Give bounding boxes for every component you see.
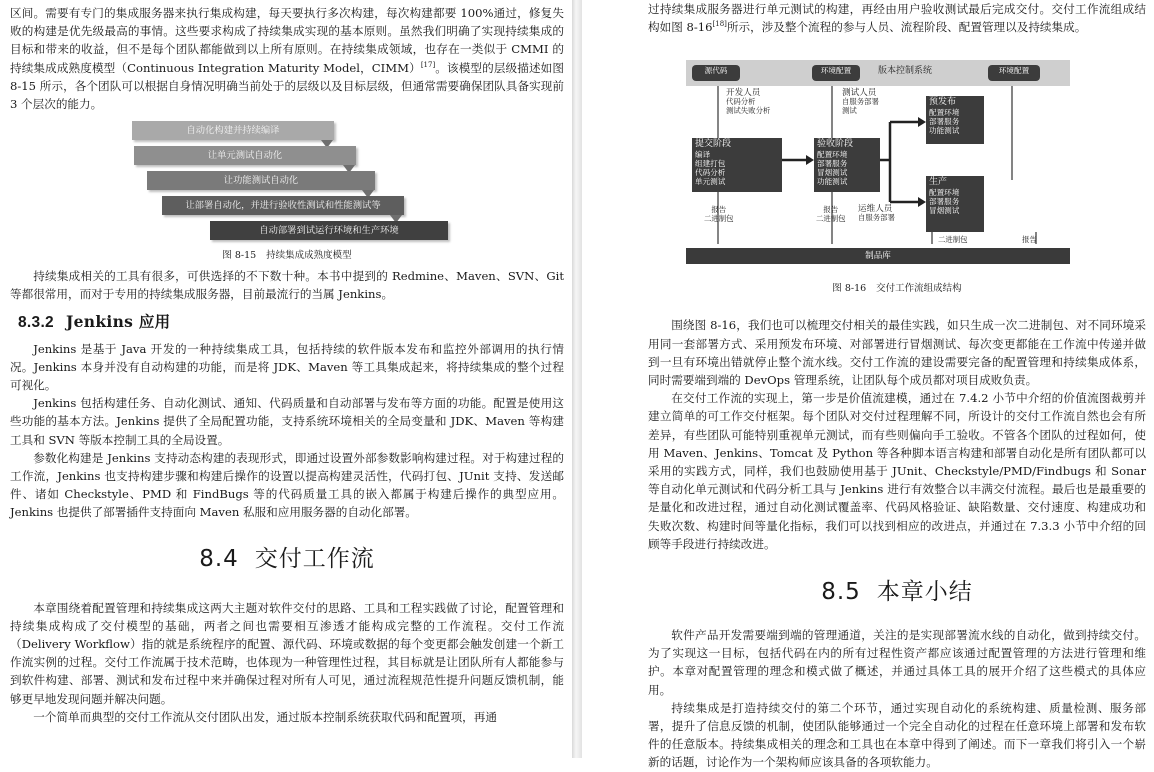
left-page — [0, 0, 572, 758]
commit-stage-box: 提交阶段 编译 组建打包 代码分析 单元测试 — [692, 138, 782, 192]
env-config-box: 环境配置 — [812, 65, 860, 81]
maturity-level-5: 自动部署到试运行环境和生产环境 — [210, 221, 448, 240]
reference-17: [17] — [420, 60, 436, 69]
paragraph-workflow-structure: 过持续集成服务器进行单元测试的构建，再经由用户验收测试最后完成交付。交付工作流组成结构如图 8-16[18]所示，涉及整个流程的参与人员、流程阶段、配置管理以及持续集成。 — [648, 2, 1146, 35]
paragraph-jenkins-intro: Jenkins 是基于 Java 开发的一种持续集成工具，包括持续的软件版本发布和监控外部调用的执行情况。Jenkins 本身并没有自动构建的功能，而是将 JDK、Maven 等工具集成起来，将持续集成的整个过程可视化。 — [10, 341, 564, 393]
tester-role: 测试人员 自服务部署 测试 — [842, 88, 879, 115]
maturity-level-1: 自动化构建并持续编译 — [132, 121, 334, 140]
figure-8-15-caption: 图 8-15 持续集成成熟度模型 — [222, 250, 352, 262]
source-code-box: 源代码 — [692, 65, 740, 81]
prod-stage-box: 生产 配置环境 部署服务 冒烟测试 — [926, 176, 984, 232]
accept-outputs: 报告 二进制包 — [816, 205, 846, 223]
figure-8-15-maturity-model — [10, 121, 564, 245]
developer-role: 开发人员 代码分析 测试失败分析 — [726, 88, 771, 115]
section-8-3-2-heading: 8.3.2 Jenkins 应用 — [18, 311, 171, 331]
env-config-box-2: 环境配置 — [988, 65, 1040, 81]
maturity-level-4: 让部署自动化，并进行验收性测试和性能测试等 — [162, 196, 404, 215]
vcs-label: 版本控制系统 — [878, 66, 933, 77]
paragraph-implementation: 在交付工作流的实现上，第一步是价值流建模，通过在 7.4.2 小节中介绍的价值流图裁剪并建立简单的可工作交付框架。每个团队对交付过程理解不同，所设计的交付工作流自然也会有所差异，有些团队可能特别重视单元测试，而有些则偏向手工验收。不管各个团队的过程如何，使用 Maven、Jenkins、Tomcat 及 Python 等各种脚本语言构建和部署自动化是所有团队都可以采用的实践方式，同样，我们也鼓励使用基于 JUnit、Checkstyle/PMD/Findbugs 和 Sonar 等自动化单元测试和代码分析工具与 Jenkins 进行有效整合以丰满交付流程。最后也是最重要的是量化和改进过程，通过自动化测试覆盖率、代码风格验证、缺陷数量、交付速度、构建成功和失败次数、构建时间等量化指标，我们可以找到相应的改进点，并通过在 7.3.3 小节中介绍的回顾等手段进行持续改进。 — [648, 391, 1146, 551]
page-gutter — [572, 0, 582, 758]
maturity-level-2: 让单元测试自动化 — [134, 146, 356, 165]
accept-stage-box: 验收阶段 配置环境 部署服务 冒烟测试 功能测试 — [814, 138, 880, 192]
reference-18: [18] — [712, 20, 727, 29]
maturity-level-3: 让功能测试自动化 — [147, 171, 375, 190]
paragraph-jenkins-features: Jenkins 包括构建任务、自动化测试、通知、代码质量和自动部署与发布等方面的功能。配置是使用这些功能的基本方法。Jenkins 提供了全局配置功能，支持系统环境相关的全局变量和 JDK、Maven 等构建工具和 SVN 等版本控制工具的全局设置。 — [10, 396, 564, 447]
right-page — [582, 0, 1154, 770]
paragraph-delivery-workflow: 本章围绕着配置管理和持续集成这两大主题对软件交付的思路、工具和工程实践做了讨论，配置管理和持续集成构成了交付模型的基础，两者之间也需要相互渗透才能构成完整的工作流程。交付工作流（Delivery Workflow）指的就是系统程序的配置、源代码、环境或数据的每个变更都会触发创建一个新工作流实例的过程。交付工作流属于技术范畴，也体现为一种管理性过程，其目标就是让团队所有人都能参与到软件构建、部署、测试和发布过程中来并确保过程对所有人可见，通过流程规范性提升问题反馈机制，能够更早地发现问题并解决问题。 — [10, 600, 564, 706]
paragraph-jenkins-params: 参数化构建是 Jenkins 支持动态构建的表现形式，即通过设置外部参数影响构建过程。对于构建过程的工作流，Jenkins 也支持构建步骤和构建后操作的设置以提高构建灵活性，代码打包、JUnit 支持、发送邮件、诸如 Checkstyle、PMD 和 FindBugs 等的代码质量工具的嵌入都属于构建后操作的典型应用。Jenkins 也提供了部署插件支持面向 Maven 私服和应用服务器的自动化部署。 — [10, 450, 564, 520]
paragraph-simple-workflow: 一个简单而典型的交付工作流从交付团队出发，通过版本控制系统获取代码和配置项，再通 — [33, 709, 497, 724]
paragraph-summary-1: 软件产品开发需要端到端的管理通道，关注的是实现部署流水线的自动化，做到持续交付。为了实现这一目标，包括代码在内的所有过程性资产都应该通过配置管理的方法进行管理和维护。本章对配置管理的理念和模式做了概述，并通过具体工具的展开介绍了这些模式的具体应用。 — [648, 628, 1146, 697]
paragraph-ci-tools: 持续集成相关的工具有很多，可供选择的不下数十种。本书中提到的 Redmine、Maven、SVN、Git 等都很常用，而对于专用的持续集成服务器，目前最流行的当属 Jenkins。 — [10, 269, 564, 302]
artifact-repository: 制品库 — [686, 248, 1070, 264]
commit-outputs: 报告 二进制包 — [704, 205, 734, 223]
paragraph-summary-2: 持续集成是打造持续交付的第二个环节，通过实现自动化的系统构建、质量检测、服务部署，提升了信息反馈的机制，使团队能够通过一个完全自动化的过程在任意环境上部署和发布软件的任意版本。持续集成相关的理念和工具也在本章中得到了阐述。而下一章我们将引入一个崭新的话题，讨论作为一个架构师应该具备的各项软能力。 — [648, 700, 1146, 770]
prod-report-output: 报告 — [1022, 235, 1037, 245]
prod-binary-output: 二进制包 — [938, 235, 968, 245]
paragraph-cimm: 区间。需要有专门的集成服务器来执行集成构建，每天要执行多次构建，每次构建都要 100%通过，修复失败的构建是优先级最高的事情。这些要求构成了持续集成实现的基本原则。虽然我们明确了实现持续集成的目标和带来的收益，但不是每个团队都能做到以上所有原则。在持续集成领域，也存在一类似于 CMMI 的持续集成成熟度模型（Continuous Integration Maturity Model，CIMM）[17]。该模型的层级描述如图 8-15 所示，各个团队可以根据自身情况明确当前处于的层级以及目标层级，但通常需要确保团队具备实现前 3 个层次的能力。 — [10, 6, 564, 112]
paragraph-best-practices: 围绕图 8-16，我们也可以梳理交付相关的最佳实践，如只生成一次二进制包、对不同环境采用同一套部署方式、采用预发布环境、对部署进行冒烟测试、每次变更都能在工作流中传递并做到一旦有环境出错就停止整个流水线。交付工作流的建设需要完备的配置管理和持续集成体系，同时需要端到端的 DevOps 管理系统，让团队每个成员都对项目成败负责。 — [648, 318, 1146, 388]
figure-8-16-caption: 图 8-16 交付工作流组成结构 — [832, 283, 962, 295]
ops-role: 运维人员 自服务部署 — [858, 204, 895, 223]
prerelease-stage-box: 预发布 配置环境 部署服务 功能测试 — [926, 96, 984, 144]
section-8-5-heading: 8.5 本章小结 — [821, 579, 973, 606]
figure-8-16-workflow-diagram — [682, 60, 1112, 274]
section-8-4-heading: 8.4 交付工作流 — [199, 545, 375, 572]
